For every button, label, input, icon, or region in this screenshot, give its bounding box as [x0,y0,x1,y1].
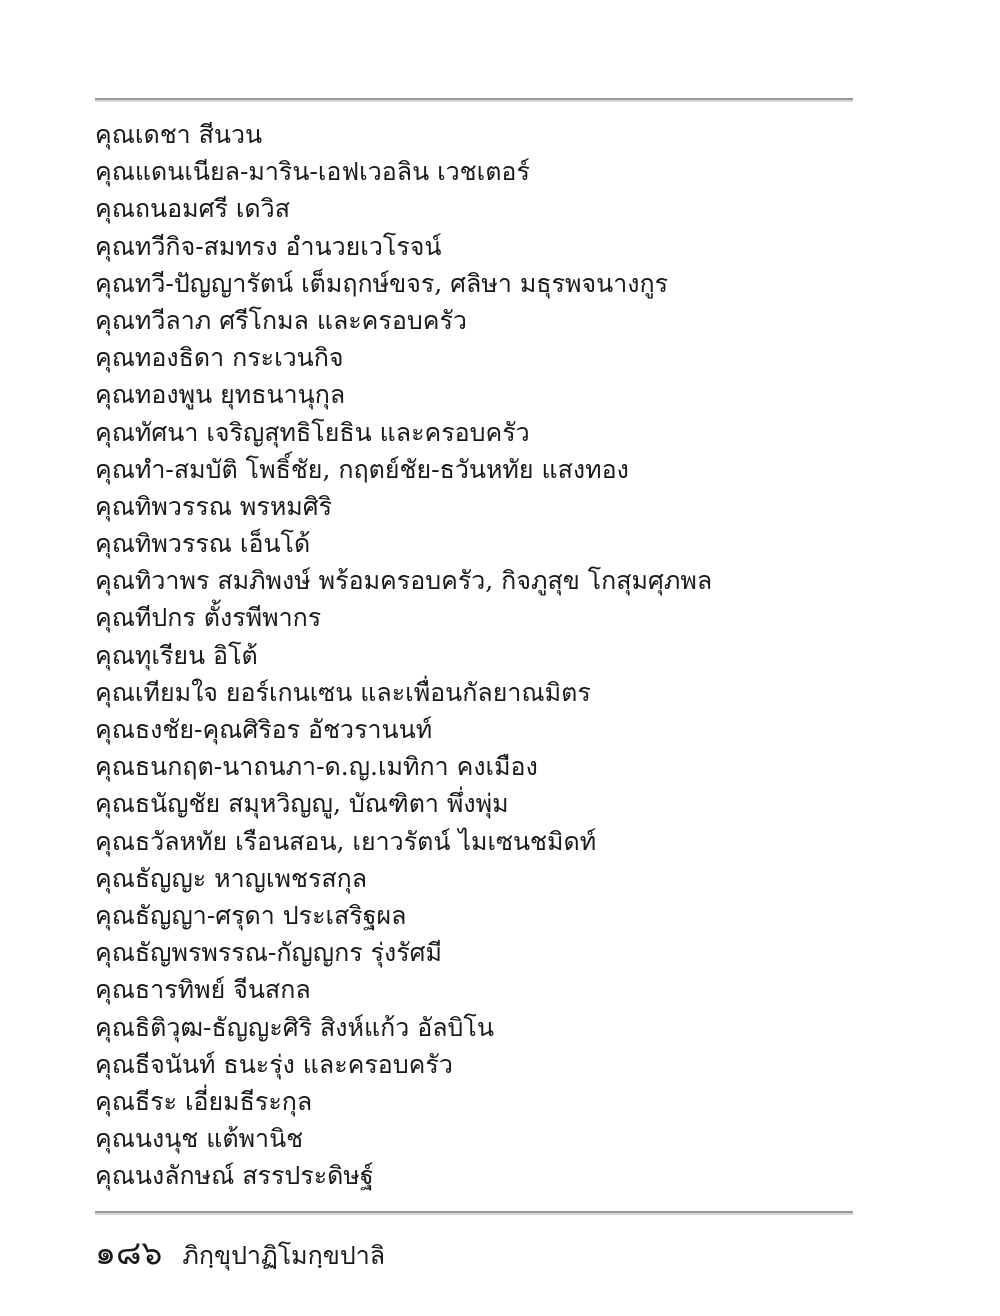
list-item: คุณทีปกร ตั้งรพีพากร [95,603,322,633]
list-item: คุณทัศนา เจริญสุทธิโยธิน และครอบครัว [95,417,530,447]
list-item: คุณธิติวุฒ-ธัญญะศิริ สิงห์แก้ว อัลบิโน [95,1012,494,1042]
list-item: คุณธวัลหทัย เรือนสอน, เยาวรัตน์ ไมเซนชมิดท์ [95,826,597,856]
list-item: คุณทวีกิจ-สมทรง อำนวยเวโรจน์ [95,231,442,261]
bottom-divider [95,1211,853,1215]
list-item: คุณทวีลาภ ศรีโกมล และครอบครัว [95,305,467,335]
list-item: คุณธนัญชัย สมุหวิญญู, บัณฑิตา พึ่งพุ่ม [95,789,509,819]
list-item: คุณนงลักษณ์ สรรประดิษฐ์ [95,1161,374,1191]
list-item: คุณทองธิดา กระเวนกิจ [95,343,344,373]
list-item: คุณธีระ เอี่ยมธีระกุล [95,1086,313,1116]
page-number: ๑๘๖ [95,1233,163,1272]
list-item: คุณทิพวรรณ พรหมศิริ [95,491,333,521]
list-item: คุณถนอมศรี เดวิส [95,194,290,224]
list-item: คุณธัญญา-ศรุดา ประเสริฐผล [95,900,407,930]
list-item: คุณธีจนันท์ ธนะรุ่ง และครอบครัว [95,1049,453,1079]
list-item: คุณเทียมใจ ยอร์เกนเซน และเพื่อนกัลยาณมิตร [95,677,591,707]
page-footer [95,1226,386,1272]
list-item: คุณธงชัย-คุณศิริอร อัชวรานนท์ [95,715,433,744]
list-item: คุณทิวาพร สมภิพงษ์ พร้อมครอบครัว, กิจภูสุข โกสุมศุภพล [95,566,713,596]
list-item: คุณทำ-สมบัติ โพธิ์ชัย, กฤตย์ชัย-ธวันหทัย แสงทอง [95,454,629,484]
top-divider [95,98,853,102]
list-item: คุณธัญญะ หาญเพชรสกุล [95,863,368,893]
donor-name-list [95,116,855,1194]
running-title: ภิกฺขุปาฏิโมกฺขปาลิ [182,1241,386,1270]
list-item: คุณทวี-ปัญญารัตน์ เต็มฤกษ์ขจร, ศลิษา มธุรพจนางกูร [95,268,669,298]
list-item: คุณธารทิพย์ จีนสกล [95,975,311,1005]
list-item: คุณธนกฤต-นาถนภา-ด.ญ.เมทิกา คงเมือง [95,752,538,782]
list-item: คุณธัญพรพรรณ-กัญญกร รุ่งรัศมี [95,938,443,968]
list-item: คุณนงนุช แต้พานิช [95,1124,304,1154]
list-item: คุณแดนเนียล-มาริน-เอฟเวอลิน เวชเตอร์ [95,157,530,187]
list-item: คุณทิพวรรณ เอ็นโด้ [95,529,311,559]
list-item: คุณทุเรียน อิโต้ [95,640,258,670]
list-item: คุณทองพูน ยุทธนานุกุล [95,380,346,410]
list-item: คุณเดชา สีนวน [95,120,263,149]
